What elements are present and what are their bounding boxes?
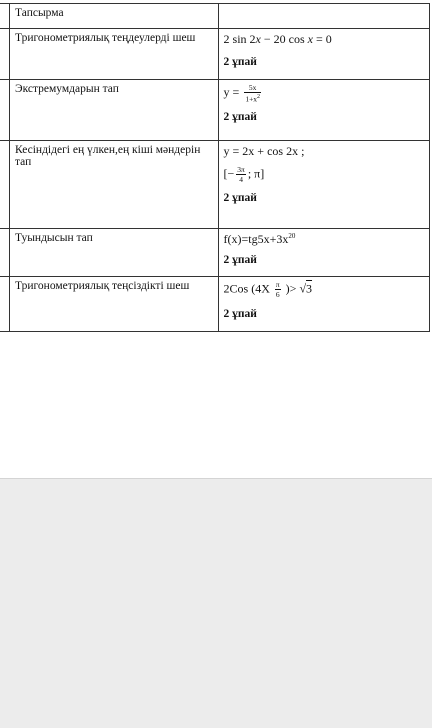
score-label: 2 ұпай <box>223 308 257 320</box>
score-label: 2 ұпай <box>223 254 257 266</box>
table-row <box>0 29 430 80</box>
answer-cell <box>218 80 429 141</box>
answer-cell <box>218 229 429 277</box>
inequality-formula: 2Cos (4X $\frac{\pi}{6}$ )> √3 <box>223 280 313 299</box>
score-label: 2 ұпай <box>223 56 257 68</box>
header-task-cell: Тапсырма <box>10 4 219 29</box>
number-cell <box>0 80 10 141</box>
function-formula: $f(x)=tg5x+3x^{20}$ <box>223 232 296 246</box>
number-cell <box>0 4 10 29</box>
task-cell: Тригонометриялық теңсіздікті шеш <box>10 277 219 332</box>
score-label: 2 ұпай <box>223 192 257 204</box>
tasks-table <box>0 3 430 332</box>
function-formula: y = $\frac{5x}{1+x^2}$ <box>223 83 261 104</box>
number-cell <box>0 277 10 332</box>
score-label: 2 ұпай <box>223 110 257 123</box>
interval-formula: [− $\frac{3\pi}{4}$ ; π] <box>223 165 265 184</box>
task-cell: Тригонометриялық теңдеулерді шеш <box>10 29 219 80</box>
fraction: $\frac{3\pi}{4}$ <box>237 165 245 184</box>
header-answer-cell <box>218 4 429 29</box>
task-cell: Кесіндідегі ең үлкен,ең кіші мәндерін тап <box>10 141 219 229</box>
answer-cell <box>218 141 429 229</box>
function-formula: y = 2x + cos 2x ; <box>223 144 305 158</box>
number-cell <box>0 229 10 277</box>
table-row <box>0 80 430 141</box>
number-cell <box>0 29 10 80</box>
table-row <box>0 277 430 332</box>
fraction: $\frac{5x}{1+x^2}$ <box>245 83 261 104</box>
table-row <box>0 141 430 229</box>
task-cell: Экстремумдарын тап <box>10 80 219 141</box>
answer-cell <box>218 29 429 80</box>
answer-cell <box>218 277 429 332</box>
fraction: $\frac{\pi}{6}$ <box>275 280 280 299</box>
number-cell <box>0 141 10 229</box>
table-header-row <box>0 4 430 29</box>
task-cell: Туындысын тап <box>10 229 219 277</box>
table-row <box>0 229 430 277</box>
equation-formula: 2 sin 2x − 20 cos x = 0 <box>223 32 332 46</box>
